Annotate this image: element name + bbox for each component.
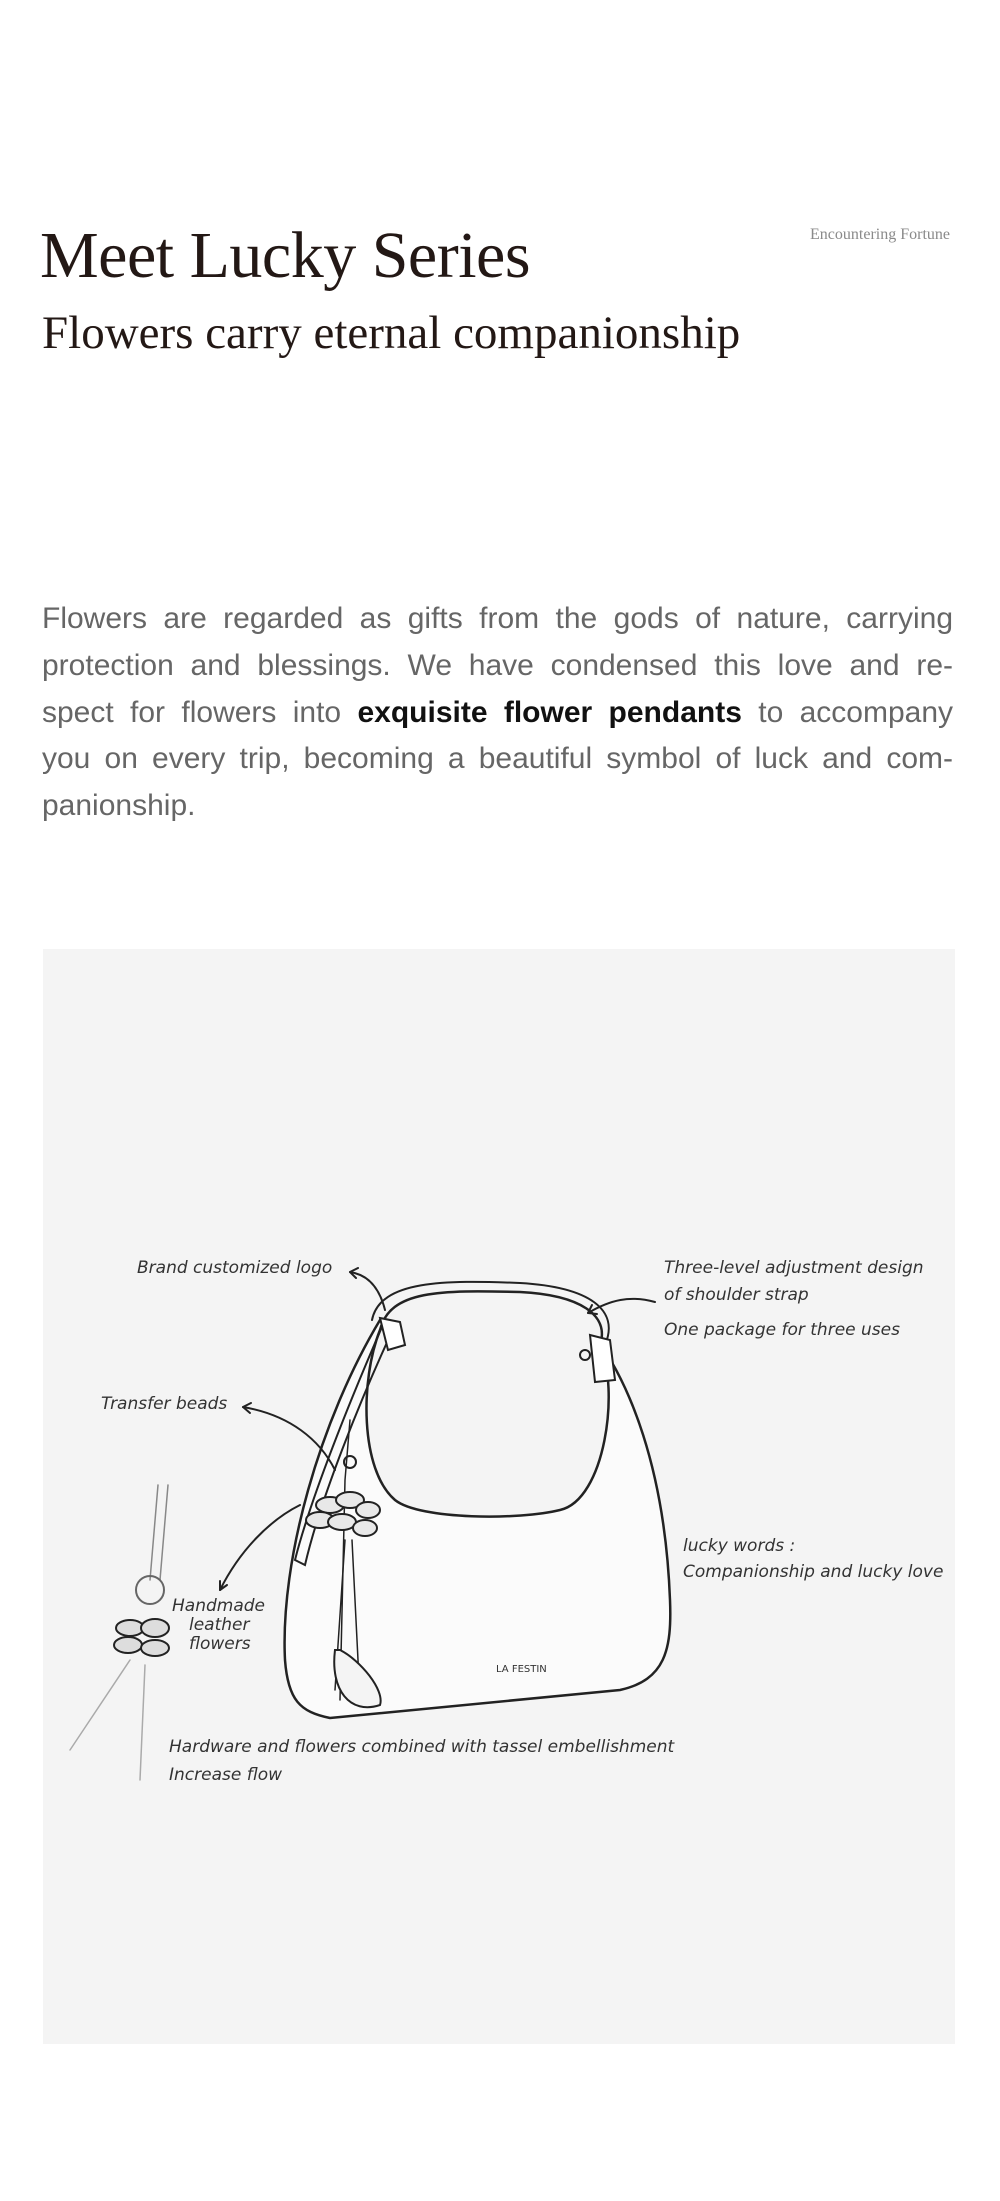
page-subtitle: Flowers carry eternal companionship [42, 307, 741, 359]
label-flow: Increase flow [169, 1765, 283, 1785]
label-hardware: Hardware and flowers combined with tassel embellishment [169, 1737, 675, 1757]
label-strap-design-2: of shoulder strap [664, 1285, 809, 1305]
detail-pendant-cord [150, 1485, 168, 1580]
page-title: Meet Lucky Series [40, 219, 531, 292]
label-strap-design: Three-level adjustment design [664, 1258, 924, 1278]
label-lucky-words-value: Companionship and lucky love [683, 1562, 944, 1582]
detail-tassel [70, 1660, 145, 1780]
label-flowers: Handmade [172, 1596, 265, 1616]
flower-detail [114, 1619, 169, 1656]
label-brand-logo: Brand customized logo [137, 1258, 333, 1278]
intro-line: protection and blessings. We have condensed this love and re- [42, 648, 953, 682]
strap-buckle [590, 1335, 615, 1382]
label-lucky-words: lucky words : [683, 1536, 796, 1556]
intro-line: you on every trip, becoming a beautiful symbol of luck and com- [42, 742, 953, 776]
intro-line: panionship. [42, 789, 196, 823]
label-transfer-beads: Transfer beads [101, 1394, 228, 1414]
intro-text: to accompany [741, 695, 953, 729]
label-uses: One package for three uses [664, 1320, 900, 1340]
intro-text: spect for flowers into [42, 695, 358, 729]
bag-handle [366, 1291, 608, 1516]
bag-brand-logo: LA FESTIN [496, 1664, 547, 1675]
intro-highlight: exquisite flower pendants [357, 695, 742, 729]
label-flowers: flowers [189, 1634, 251, 1654]
tagline: Encountering Fortune [810, 226, 950, 243]
label-flowers: leather [189, 1615, 250, 1635]
intro-line: Flowers are regarded as gifts from the gods of nature, carrying [42, 602, 953, 635]
